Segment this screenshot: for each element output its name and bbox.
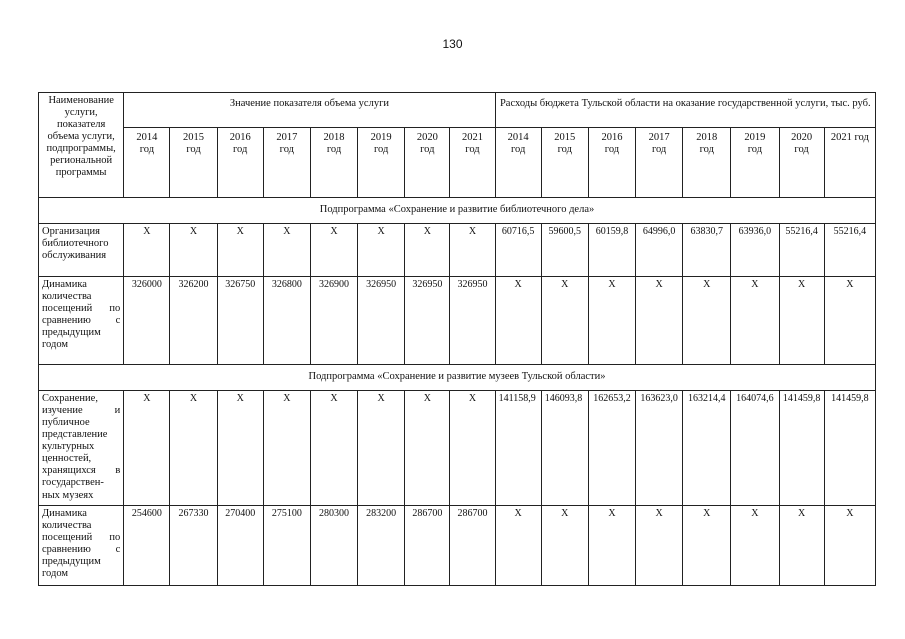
expense-year-2019 (731, 128, 779, 198)
expense-value-cell: X (731, 506, 779, 586)
row-name: Динамика количества посещений по сравнению с предыдущим годом (39, 506, 124, 586)
volume-year-2020 (405, 128, 450, 198)
table-body (39, 198, 876, 586)
volume-value-cell: 326950 (450, 277, 495, 365)
volume-value-cell: X (263, 391, 310, 506)
expense-value-cell: 55216,4 (824, 224, 875, 277)
expense-year-2016 (588, 128, 635, 198)
volume-value-cell: 326800 (263, 277, 310, 365)
year-label: 2018 (323, 132, 345, 143)
expense-value-cell: 162653,2 (588, 391, 635, 506)
volume-value-cell: X (358, 224, 405, 277)
year-label: 2018 (696, 132, 718, 143)
volume-value-cell: 326950 (358, 277, 405, 365)
header-expense-group: Расходы бюджета Тульской области на оказание государственной услуги, тыс. руб. (495, 93, 875, 128)
volume-value-cell: 286700 (450, 506, 495, 586)
expense-value-cell: 63936,0 (731, 224, 779, 277)
table-row (39, 391, 876, 506)
year-label: 2020 (791, 132, 813, 143)
volume-value-cell: 326200 (170, 277, 217, 365)
page-number: 130 (442, 37, 463, 51)
table-row (39, 506, 876, 586)
volume-value-cell: 267330 (170, 506, 217, 586)
expense-value-cell: X (824, 506, 875, 586)
expense-year-2014 (495, 128, 541, 198)
section-row (39, 198, 876, 224)
year-unit: год (139, 144, 155, 156)
expense-value-cell: 63830,7 (683, 224, 731, 277)
year-unit: год (279, 144, 295, 156)
row-name: Сохранение, изучение и публичное представление культурных ценностей, хранящихся в государствен-ных музеях (39, 391, 124, 506)
year-unit: год (604, 144, 620, 156)
section-row (39, 365, 876, 391)
expense-value-cell: 60716,5 (495, 224, 541, 277)
table-row (39, 224, 876, 277)
year-label: 2016 (601, 132, 623, 143)
volume-value-cell: X (217, 391, 263, 506)
year-unit: год (233, 144, 248, 156)
expense-year-2021: 2021 год (824, 128, 875, 198)
budget-table (38, 92, 876, 586)
volume-value-cell: 280300 (310, 506, 357, 586)
volume-year-2021 (450, 128, 495, 198)
volume-value-cell: X (405, 224, 450, 277)
year-label: 2014 (507, 132, 529, 143)
header-name-cell: Наименование услуги, показателя объема услуги, подпрограммы, региональной программы (39, 93, 124, 198)
year-unit: год (747, 144, 763, 156)
volume-year-2018 (310, 128, 357, 198)
expense-value-cell: X (588, 506, 635, 586)
expense-value-cell: 59600,5 (541, 224, 588, 277)
expense-value-cell: X (779, 277, 824, 365)
expense-value-cell: 60159,8 (588, 224, 635, 277)
expense-value-cell: X (541, 506, 588, 586)
year-label: 2015 (183, 132, 205, 143)
expense-year-2018 (683, 128, 731, 198)
row-name: Организация библиотечного обслуживания (39, 224, 124, 277)
volume-value-cell: X (124, 391, 170, 506)
expense-value-cell: 141459,8 (779, 391, 824, 506)
volume-value-cell: X (124, 224, 170, 277)
expense-value-cell: 64996,0 (636, 224, 683, 277)
volume-value-cell: 283200 (358, 506, 405, 586)
year-label: 2019 (744, 132, 766, 143)
section-title: Подпрограмма «Сохранение и развитие библиотечного дела» (39, 198, 876, 224)
year-label: 2021 (461, 132, 483, 143)
volume-year-2015 (170, 128, 217, 198)
expense-value-cell: 55216,4 (779, 224, 824, 277)
table-row (39, 277, 876, 365)
expense-value-cell: X (495, 506, 541, 586)
expense-year-2015 (541, 128, 588, 198)
expense-value-cell: 141459,8 (824, 391, 875, 506)
expense-value-cell: 141158,9 (495, 391, 541, 506)
year-label: 2015 (554, 132, 576, 143)
section-title: Подпрограмма «Сохранение и развитие музеев Тульской области» (39, 365, 876, 391)
volume-value-cell: X (170, 224, 217, 277)
row-name: Динамика количества посещений по сравнению с предыдущим годом (39, 277, 124, 365)
volume-value-cell: X (450, 224, 495, 277)
year-label: 2016 (229, 132, 251, 143)
year-unit: год (651, 144, 667, 156)
volume-value-cell: 254600 (124, 506, 170, 586)
expense-value-cell: 163214,4 (683, 391, 731, 506)
expense-value-cell: X (779, 506, 824, 586)
year-unit: год (699, 144, 714, 156)
expense-value-cell: X (495, 277, 541, 365)
volume-value-cell: X (405, 391, 450, 506)
volume-value-cell: 326950 (405, 277, 450, 365)
volume-value-cell: X (263, 224, 310, 277)
volume-year-2016 (217, 128, 263, 198)
year-label: 2017 (648, 132, 670, 143)
year-unit: год (373, 144, 389, 156)
year-unit: год (186, 144, 201, 156)
volume-value-cell: X (358, 391, 405, 506)
expense-value-cell: X (683, 506, 731, 586)
volume-value-cell: X (310, 224, 357, 277)
volume-value-cell: 326750 (217, 277, 263, 365)
expense-value-cell: X (541, 277, 588, 365)
expense-year-2017 (636, 128, 683, 198)
volume-year-2014 (124, 128, 170, 198)
year-unit: год (510, 144, 526, 156)
year-unit: год (420, 144, 435, 156)
expense-value-cell: X (588, 277, 635, 365)
year-label: 2020 (416, 132, 438, 143)
volume-value-cell: X (310, 391, 357, 506)
volume-year-2019 (358, 128, 405, 198)
year-label: 2014 (136, 132, 158, 143)
expense-value-cell: X (636, 277, 683, 365)
volume-value-cell: 275100 (263, 506, 310, 586)
year-label: 2019 (370, 132, 392, 143)
expense-value-cell: 146093,8 (541, 391, 588, 506)
year-unit: год (326, 144, 342, 156)
year-unit: год (465, 144, 480, 156)
header-volume-group: Значение показателя объема услуги (124, 93, 495, 128)
expense-value-cell: X (683, 277, 731, 365)
year-unit: год (794, 144, 809, 156)
volume-value-cell: 286700 (405, 506, 450, 586)
volume-value-cell: 326900 (310, 277, 357, 365)
volume-value-cell: 270400 (217, 506, 263, 586)
year-unit: год (557, 144, 572, 156)
volume-value-cell: X (450, 391, 495, 506)
expense-year-2020 (779, 128, 824, 198)
year-label: 2017 (276, 132, 298, 143)
expense-value-cell: X (636, 506, 683, 586)
expense-value-cell: 163623,0 (636, 391, 683, 506)
volume-value-cell: 326000 (124, 277, 170, 365)
volume-value-cell: X (217, 224, 263, 277)
header-year-row (39, 128, 876, 198)
expense-value-cell: X (824, 277, 875, 365)
expense-value-cell: 164074,6 (731, 391, 779, 506)
volume-year-2017 (263, 128, 310, 198)
volume-value-cell: X (170, 391, 217, 506)
expense-value-cell: X (731, 277, 779, 365)
